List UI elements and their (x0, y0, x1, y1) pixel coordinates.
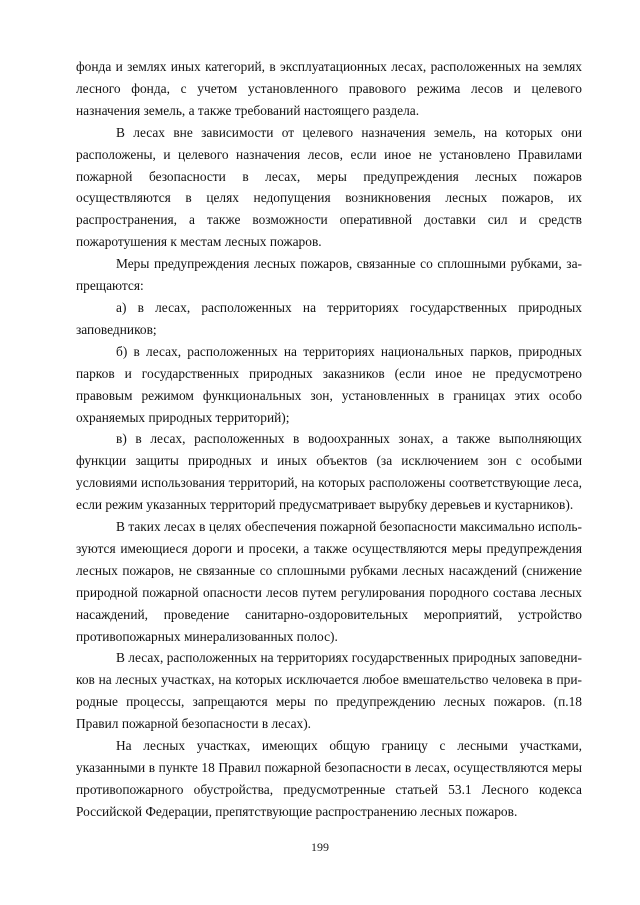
paragraph-fire-prevention-general: В лесах вне зависимости от целевого назначения земель, на которых они расположены, и целевого назначения лесов, если иное не установлено Правилами пожарной безопасности в лесах, меры предупреждения лесных пожаров осуществляются в целях недопущения возникновения лесных пожаров, их распространения, а также возможности оперативной доставки сил и средств пожаротушения к местам лесных пожаров. (76, 124, 582, 250)
paragraph-adjacent-plots: На лесных участках, имеющих общую границу с лесными участками, указанными в пункте 18 Правил пожарной безопасности в лесах, осуществляются меры противопожарного обустройства, предусмотренные статьей 53.1 Лесного кодекса Российской Федерации, препятствующие распространению лесных пожаров. (76, 738, 582, 819)
list-item-b: б) в лесах, расположенных на территориях национальных парков, природных парков и государственных природных заказников (если иное не предусмотрено правовым режимом функциональных зон, установленных в границах этих особо охраняемых природных территорий); (76, 343, 582, 425)
page-number: 199 (311, 840, 329, 854)
paragraph-roads-and-clearings: В таких лесах в целях обеспечения пожарной безопасности максимально используются имеющиеся дороги и просеки, а также осуществляются меры предупреждения лесных пожаров, не связанные со сплошными рубками лесных насаждений (снижение природной пожарной опасности лесов путем регулирования породного состава лесных насаждений, проведение санитарно-оздоровительных мероприятий, устройство противопожарных минерализованных полос). (76, 519, 582, 644)
document-body (76, 56, 582, 823)
paragraph-clearcut-prohibited: Меры предупреждения лесных пожаров, связанные со сплошными рубками, запрещаются: (76, 256, 582, 294)
paragraph-reserves: В лесах, расположенных на территориях государственных природных заповедников на лесных участках, на которых исключается любое вмешательство человека в природные процессы, запрещаются меры по предупреждению лесных пожаров. (п.18 Правил пожарной безопасности в лесах). (76, 650, 582, 732)
list-item-c: в) в лесах, расположенных в водоохранных зонах, а также выполняющих функции защиты природных и иных объектов (за исключением зон с особыми условиями использования территорий, на которых расположены соответствующие леса, если режим указанных территорий предусматривает вырубку деревьев и кустарников). (76, 431, 582, 513)
paragraph-continuation: фонда и землях иных категорий, в эксплуатационных лесах, расположенных на землях лесного фонда, с учетом установленного правового режима лесов и целевого назначения земель, а также требований настоящего раздела. (76, 59, 582, 118)
list-item-a: а) в лесах, расположенных на территориях государственных природных заповедников; (76, 299, 582, 337)
